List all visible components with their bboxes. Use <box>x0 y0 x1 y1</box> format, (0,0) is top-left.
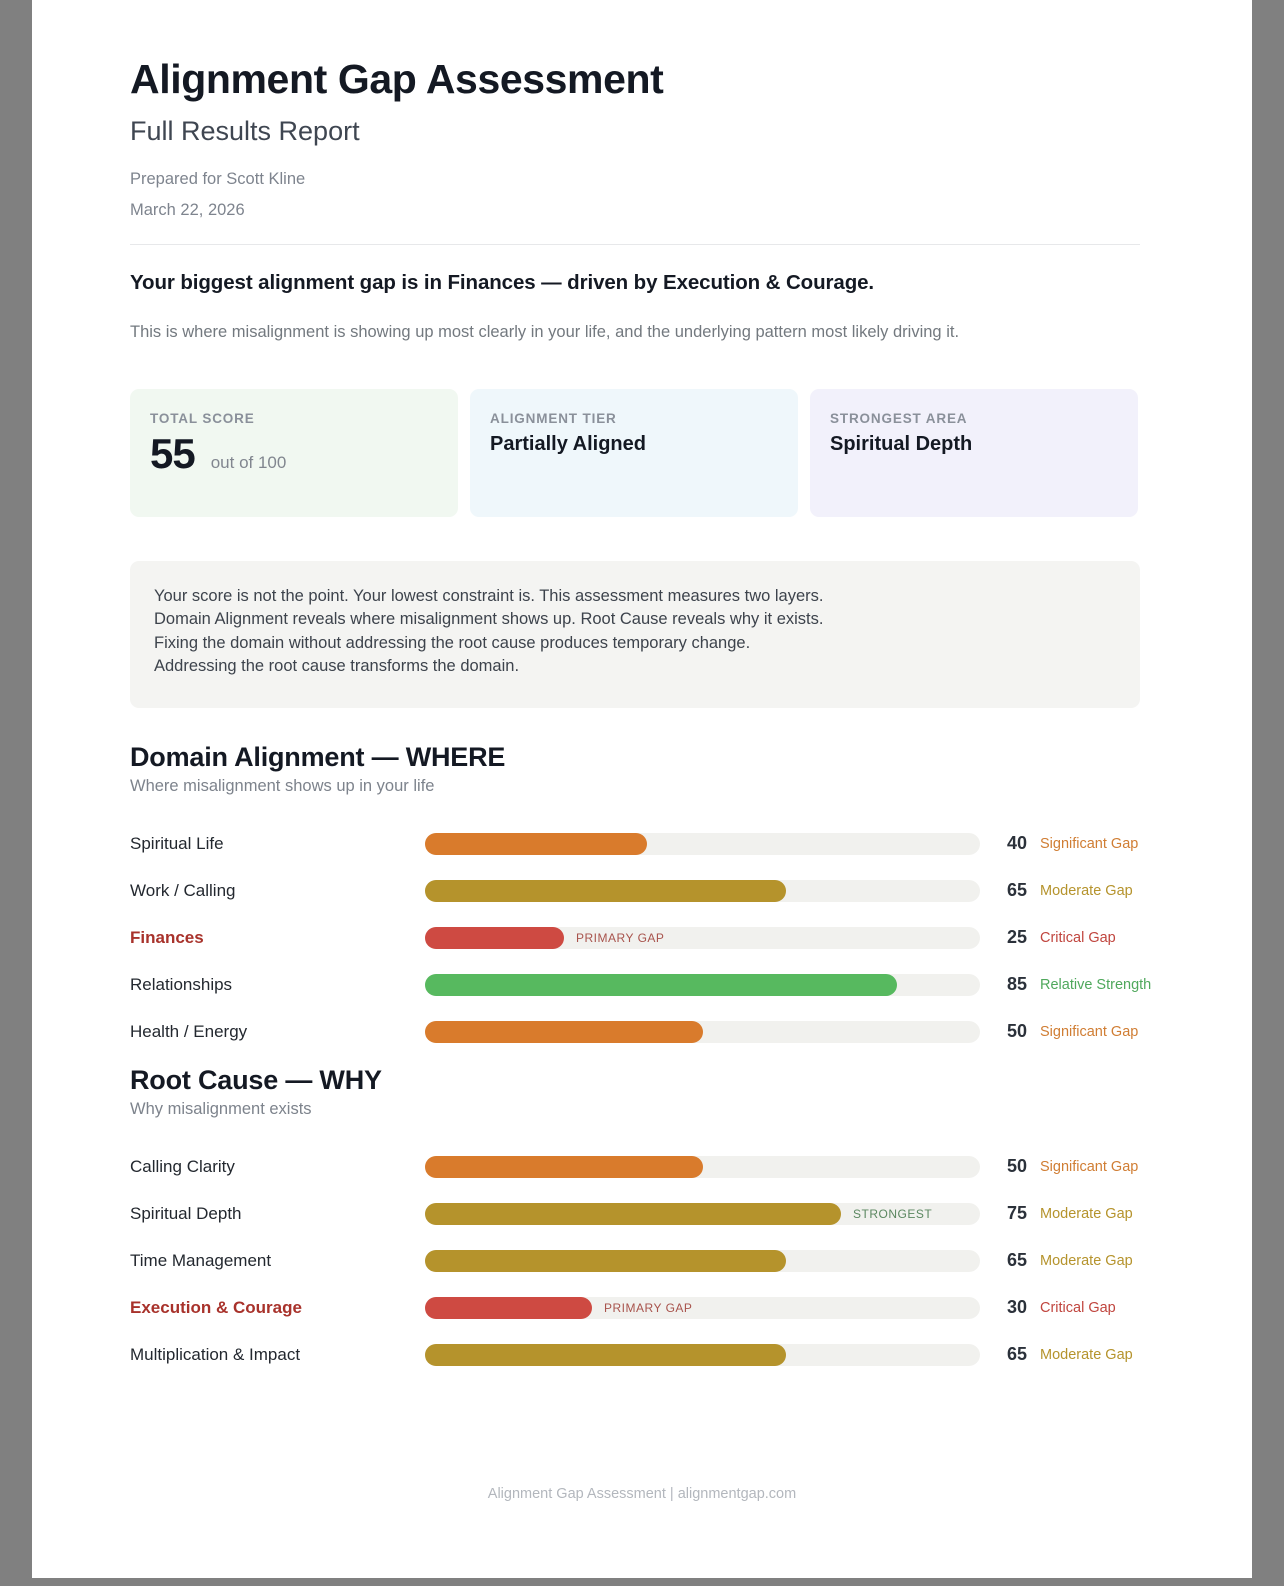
bar-verdict: Moderate Gap <box>1040 1205 1133 1222</box>
bar-track <box>425 1203 980 1225</box>
bar-score: 65 <box>1006 880 1027 901</box>
callout-line-3: Fixing the domain without addressing the root cause produces temporary change. <box>154 633 751 652</box>
bar-track <box>425 1021 980 1043</box>
bar-row-label: Multiplication & Impact <box>130 1344 301 1364</box>
bar-row-label: Work / Calling <box>130 880 236 900</box>
card-total-score-label: TOTAL SCORE <box>150 411 255 427</box>
callout-line-1: Your score is not the point. Your lowest constraint is. This assessment measures two layers. <box>154 587 824 606</box>
bar-row <box>130 820 1172 867</box>
card-alignment-tier-label: ALIGNMENT TIER <box>490 411 617 427</box>
bar-fill <box>425 1021 703 1043</box>
bar-score: 65 <box>1006 1344 1027 1365</box>
bar-verdict: Relative Strength <box>1040 976 1152 993</box>
bar-row <box>130 1237 1172 1284</box>
bar-score: 50 <box>1006 1021 1027 1042</box>
prepared-for-line: Prepared for Scott Kline <box>130 169 306 188</box>
bar-track <box>425 833 980 855</box>
bar-badge-strongest: STRONGEST <box>853 1206 933 1221</box>
bar-score: 25 <box>1006 927 1027 948</box>
bar-row <box>130 1331 1172 1378</box>
bar-verdict: Significant Gap <box>1040 835 1139 852</box>
bar-row <box>130 867 1172 914</box>
bar-row-label: Time Management <box>130 1250 272 1270</box>
card-strongest-area-label: STRONGEST AREA <box>830 411 968 427</box>
bar-row-label: Spiritual Depth <box>130 1203 242 1223</box>
bar-fill <box>425 1156 703 1178</box>
bar-verdict: Critical Gap <box>1040 1299 1116 1316</box>
bar-score: 65 <box>1006 1250 1027 1271</box>
card-alignment-tier <box>470 389 798 517</box>
bar-verdict: Moderate Gap <box>1040 1252 1133 1269</box>
bar-badge-primary-gap: PRIMARY GAP <box>576 930 665 945</box>
section-root-cause-title: Root Cause — WHY <box>130 1065 382 1096</box>
summary-cards <box>130 389 1172 517</box>
bar-fill <box>425 974 897 996</box>
page-footer: Alignment Gap Assessment | alignmentgap.com <box>487 1486 797 1502</box>
bar-verdict: Moderate Gap <box>1040 882 1133 899</box>
bar-score: 50 <box>1006 1156 1027 1177</box>
bar-badge-primary-gap: PRIMARY GAP <box>604 1300 693 1315</box>
bar-row <box>130 914 1172 961</box>
section-domain-alignment <box>130 742 1172 1055</box>
bar-track <box>425 880 980 902</box>
bar-row <box>130 1143 1172 1190</box>
section-domain-alignment-title: Domain Alignment — WHERE <box>130 742 506 773</box>
report-date: March 22, 2026 <box>130 200 245 219</box>
bar-fill <box>425 833 647 855</box>
headline-lede: This is where misalignment is showing up most clearly in your life, and the underlying pattern most likely driving it. <box>130 323 960 342</box>
bar-track <box>425 1250 980 1272</box>
header-divider <box>130 244 1140 245</box>
root-cause-bar-list <box>130 1143 1172 1378</box>
bar-verdict: Significant Gap <box>1040 1023 1139 1040</box>
bar-verdict: Moderate Gap <box>1040 1346 1133 1363</box>
callout-line-2: Domain Alignment reveals where misalignment shows up. Root Cause reveals why it exists. <box>154 610 824 629</box>
bar-score: 30 <box>1006 1297 1027 1318</box>
bar-row-label: Calling Clarity <box>130 1156 235 1176</box>
bar-fill <box>425 1344 786 1366</box>
bar-fill <box>425 1203 841 1225</box>
bar-track <box>425 1344 980 1366</box>
headline: Your biggest alignment gap is in Finances — driven by Execution & Courage. <box>130 271 875 295</box>
bar-fill <box>425 1250 786 1272</box>
bar-track <box>425 974 980 996</box>
bar-row-label: Health / Energy <box>130 1021 248 1041</box>
card-strongest-area-value: Spiritual Depth <box>830 433 973 456</box>
section-root-cause <box>130 1065 1172 1378</box>
bar-row-label: Finances <box>130 927 204 947</box>
card-alignment-tier-value: Partially Aligned <box>490 433 646 456</box>
section-domain-alignment-subtitle: Where misalignment shows up in your life <box>130 777 435 796</box>
bar-row <box>130 1284 1172 1331</box>
card-total-score <box>130 389 458 517</box>
card-total-score-suffix: out of 100 <box>210 453 287 473</box>
bar-row <box>130 961 1172 1008</box>
card-strongest-area <box>810 389 1138 517</box>
bar-row-label: Execution & Courage <box>130 1297 302 1317</box>
explainer-callout <box>130 561 1140 708</box>
bar-row <box>130 1008 1172 1055</box>
bar-verdict: Significant Gap <box>1040 1158 1139 1175</box>
domain-alignment-bar-list <box>130 820 1172 1055</box>
bar-track <box>425 1297 980 1319</box>
page-title: Alignment Gap Assessment <box>130 56 664 102</box>
bar-score: 40 <box>1006 833 1027 854</box>
bar-row-label: Relationships <box>130 974 233 994</box>
section-root-cause-subtitle: Why misalignment exists <box>130 1100 312 1119</box>
page-subtitle: Full Results Report <box>130 116 360 147</box>
bar-verdict: Critical Gap <box>1040 929 1116 946</box>
card-total-score-value: 55 <box>150 430 195 478</box>
bar-score: 75 <box>1006 1203 1027 1224</box>
callout-line-4: Addressing the root cause transforms the domain. <box>154 656 520 675</box>
bar-fill <box>425 927 564 949</box>
bar-row-label: Spiritual Life <box>130 833 224 853</box>
bar-row <box>130 1190 1172 1237</box>
bar-track <box>425 1156 980 1178</box>
report-page <box>32 0 1252 1578</box>
bar-track <box>425 927 980 949</box>
bar-score: 85 <box>1006 974 1027 995</box>
bar-fill <box>425 880 786 902</box>
bar-fill <box>425 1297 592 1319</box>
